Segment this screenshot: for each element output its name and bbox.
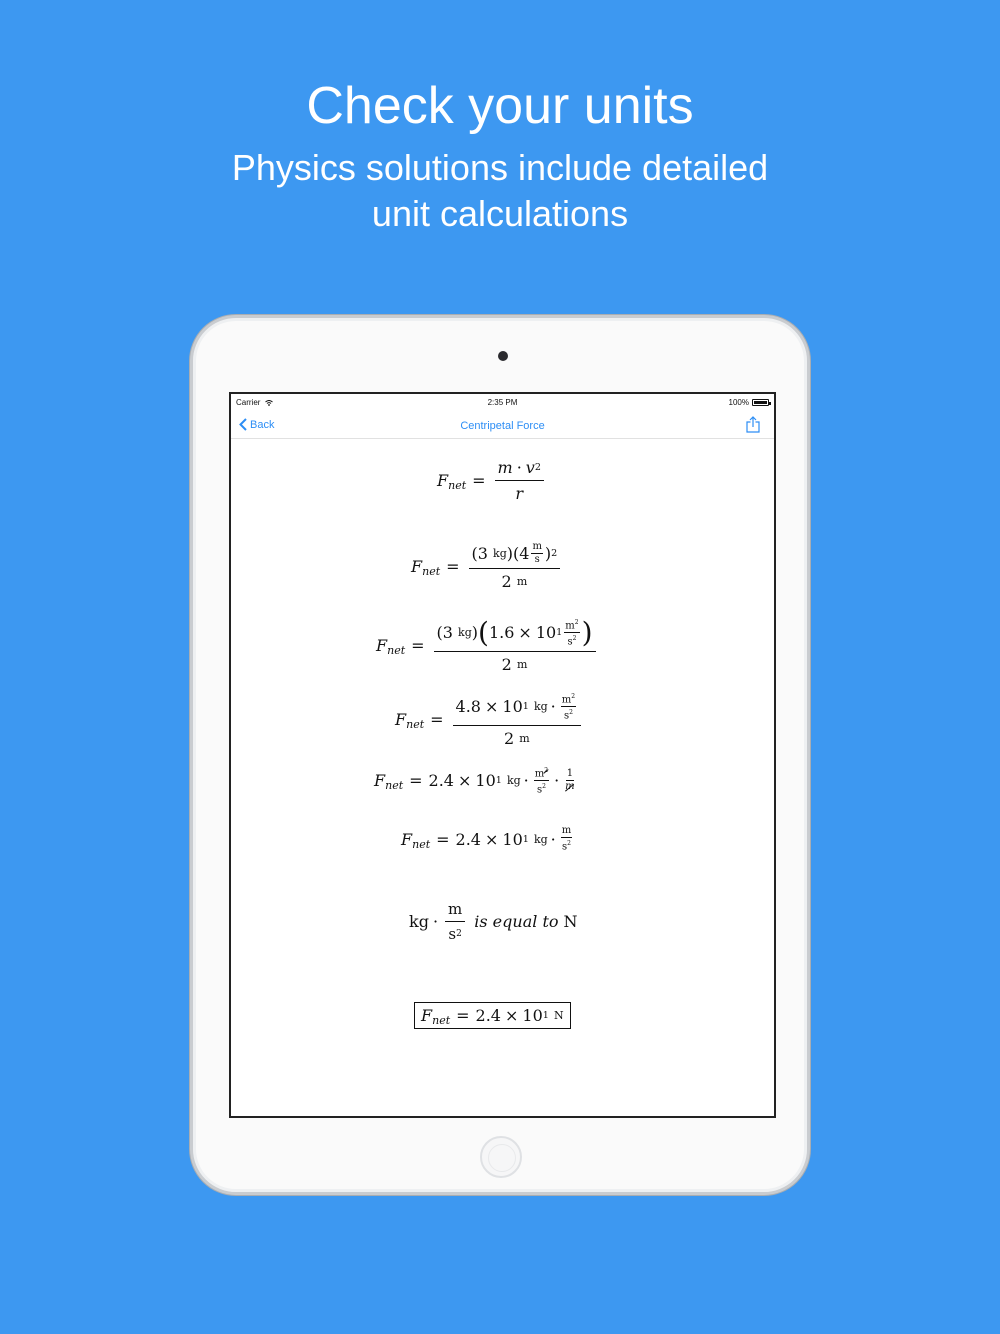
ipad-device-frame <box>190 315 810 1195</box>
app-screen <box>229 392 776 1118</box>
formula-step-cancel: F net = 2.4 × 10 1 kg · $m^2$ $s^2$ · 1 m <box>374 767 575 796</box>
unit-equivalence-note: kg · m s 2 is equal to N <box>409 900 578 943</box>
formula-step-substitution: F net = (3 kg )(4 m s ) 2 2 m <box>411 542 563 591</box>
status-time: 2:35 PM <box>487 398 518 407</box>
status-bar <box>231 394 774 410</box>
formula-step-result-units: F net = 2.4 × 10 1 kg · m $s^2$ <box>401 825 572 853</box>
navigation-bar <box>231 410 774 439</box>
home-button[interactable] <box>480 1136 522 1178</box>
nav-title: Centripetal Force <box>460 420 545 432</box>
formula-general: F net = m · v 2 r <box>437 458 547 503</box>
back-label: Back <box>250 418 275 431</box>
formula-step-multiply: F net = 4.8 × 10 1 kg · $m^2$ $s^2$ 2 m <box>395 692 584 748</box>
status-carrier: Carrier <box>236 398 273 407</box>
formula-step-square: F net = (3 kg ) ( 1.6 × 10 1 $m^2$ $s^2$ ) 2 m <box>376 618 599 674</box>
final-answer: F net = 2.4 × 10 1 N <box>414 1002 571 1029</box>
share-icon <box>746 416 760 433</box>
front-camera <box>498 351 508 361</box>
promo-subtitle: Physics solutions include detailed unit calculations <box>231 147 769 234</box>
battery-icon <box>752 399 769 406</box>
share-button[interactable] <box>746 416 760 436</box>
promo-title: Check your units <box>306 77 694 135</box>
status-battery: 100% <box>729 398 769 407</box>
